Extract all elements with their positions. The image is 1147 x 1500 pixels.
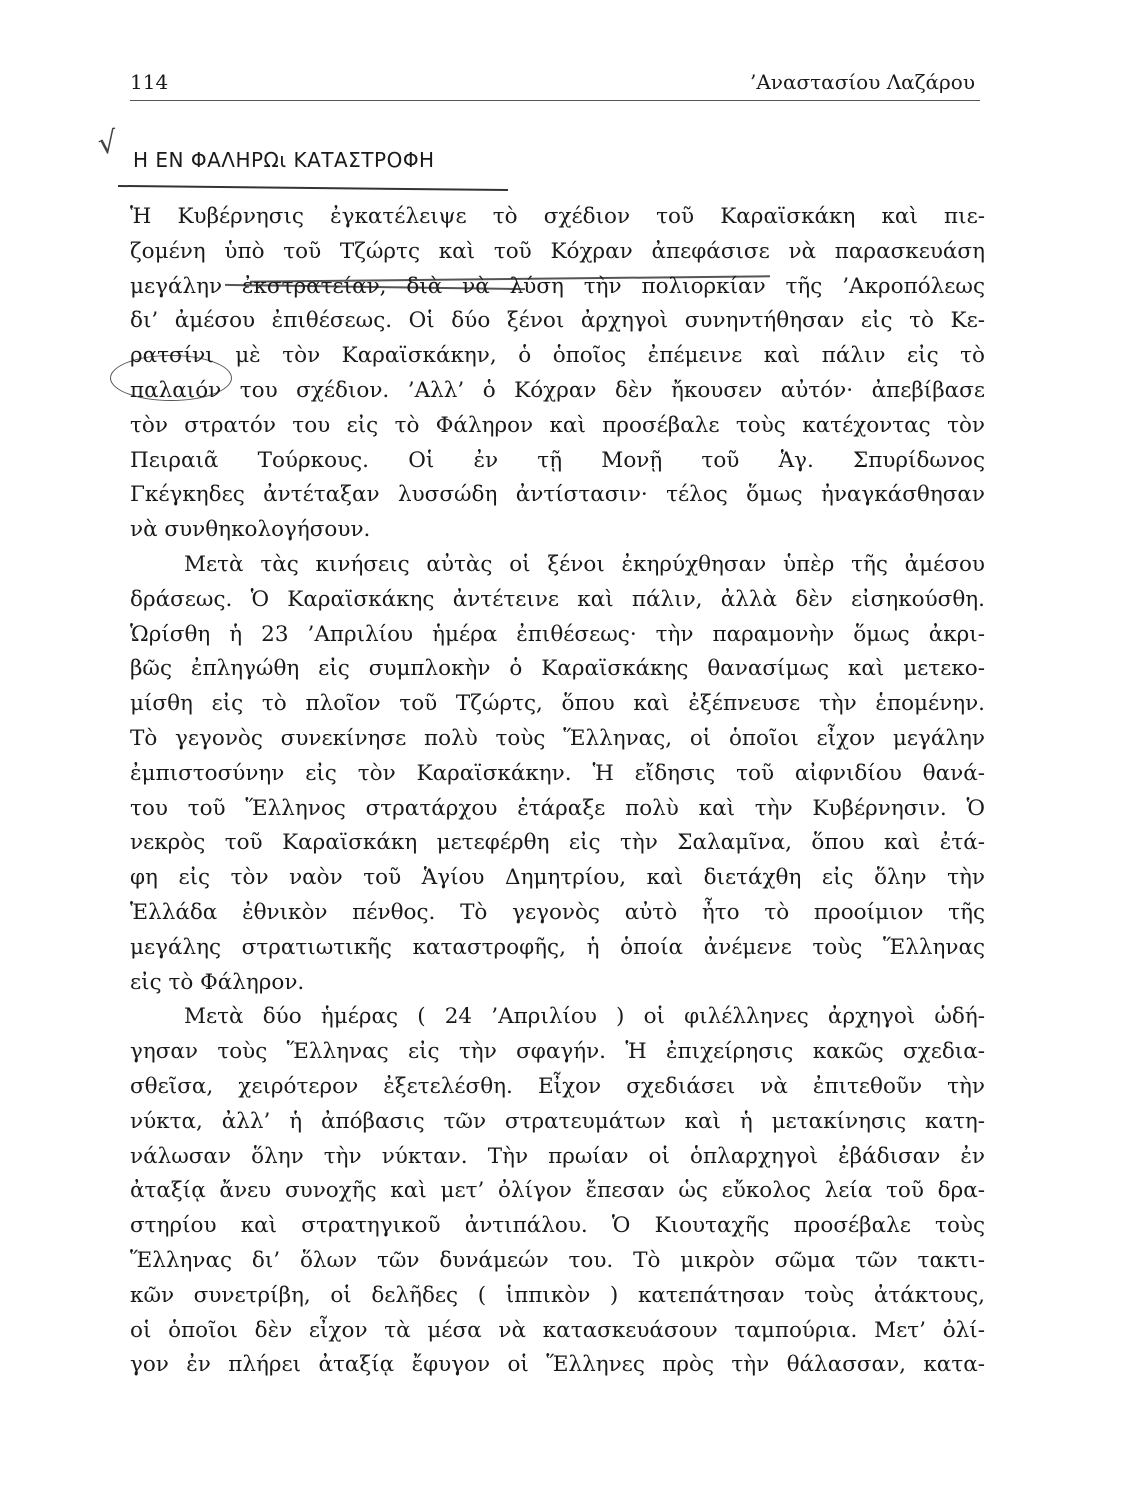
text-line: φη εἰς τὸν ναὸν τοῦ Ἁγίου Δημητρίου, καὶ διετάχθη εἰς ὅλην τὴν <box>130 865 985 891</box>
paragraph <box>130 1000 985 1383</box>
text-line: Γκέγκηδες ἀντέταξαν λυσσώδη ἀντίστασιν· τέλος ὅμως ἠναγκάσθησαν <box>130 482 985 508</box>
text-line: ἀταξίᾳ ἄνευ συνοχῆς καὶ μετ’ ὀλίγον ἔπεσαν ὡς εὔκολος λεία τοῦ δρα- <box>130 1178 985 1204</box>
text-line: μεγάλην ἐκστρατείαν, διὰ νὰ λύση τὴν πολιορκίαν τῆς ’Ακροπόλεως <box>130 273 985 299</box>
text-line: του τοῦ Ἕλληνος στρατάρχου ἐτάραξε πολὺ καὶ τὴν Κυβέρνησιν. Ὁ <box>130 795 985 821</box>
text-line: Ἑλλάδα ἐθνικὸν πένθος. Τὸ γεγονὸς αὐτὸ ἦτο τὸ προοίμιον τῆς <box>130 899 985 925</box>
text-line: Μετὰ τὰς κινήσεις αὐτὰς οἱ ξένοι ἐκηρύχθησαν ὑπὲρ τῆς ἀμέσου <box>184 551 985 577</box>
text-line: Ἡ Κυβέρνησις ἐγκατέλειψε τὸ σχέδιον τοῦ Καραϊσκάκη καὶ πιε- <box>130 204 985 229</box>
page-header <box>130 70 975 100</box>
pencil-check-mark: √ <box>95 124 120 163</box>
pencil-underline <box>118 185 508 191</box>
text-line: στηρίου καὶ στρατηγικοῦ ἀντιπάλου. Ὁ Κιουταχῆς προσέβαλε τοὺς <box>130 1213 985 1239</box>
text-line: νύκτα, ἀλλ’ ἡ ἀπόβασις τῶν στρατευμάτων καὶ ἡ μετακίνησις κατη- <box>130 1108 985 1134</box>
page-number: 114 <box>130 70 169 94</box>
text-line: κῶν συνετρίβη, οἱ δελῆδες ( ἱππικὸν ) κατεπάτησαν τοὺς ἀτάκτους, <box>130 1282 985 1308</box>
text-line: ρατσίνι μὲ τὸν Καραϊσκάκην, ὁ ὁποῖος ἐπέμεινε καὶ πάλιν εἰς τὸ <box>130 343 985 369</box>
text-line: Μετὰ δύο ἡμέρας ( 24 ’Απριλίου ) οἱ φιλέλληνες ἀρχηγοὶ ὡδή- <box>184 1004 985 1030</box>
section-title: Η ΕΝ ΦΑΛΗΡΩι ΚΑΤΑΣΤΡΟΦΗ <box>133 148 435 172</box>
text-line: γησαν τοὺς Ἕλληνας εἰς τὴν σφαγήν. Ἡ ἐπιχείρησις κακῶς σχεδια- <box>130 1039 985 1065</box>
text-line: Πειραιᾶ Τούρκους. Οἱ ἐν τῇ Μονῇ τοῦ Ἁγ. Σπυρίδωνος <box>130 447 985 473</box>
text-line: οἱ ὁποῖοι δὲν εἶχον τὰ μέσα νὰ κατασκευάσουν ταμπούρια. Μετ’ ὀλί- <box>130 1317 985 1343</box>
body-text <box>130 200 985 1383</box>
running-head: ’Αναστασίου Λαζάρου <box>750 70 975 94</box>
header-rule <box>130 100 980 101</box>
text-line: Ὡρίσθη ἡ 23 ’Απριλίου ἡμέρα ἐπιθέσεως· τὴν παραμονὴν ὅμως ἀκρι- <box>130 621 985 647</box>
text-line: παλαιόν του σχέδιον. ’Αλλ’ ὁ Κόχραν δὲν ἤκουσεν αὐτόν· ἀπεβίβασε <box>130 377 985 403</box>
text-line: γον ἐν πλήρει ἀταξίᾳ ἔφυγον οἱ Ἕλληνες πρὸς τὴν θάλασσαν, κατα- <box>130 1352 985 1378</box>
text-line: δι’ ἀμέσου ἐπιθέσεως. Οἱ δύο ξένοι ἀρχηγοὶ συνηντήθησαν εἰς τὸ Κε- <box>130 308 985 334</box>
text-line: Ἕλληνας δι’ ὅλων τῶν δυνάμεών του. Τὸ μικρὸν σῶμα τῶν τακτι- <box>130 1247 985 1273</box>
text-line: τὸν στρατόν του εἰς τὸ Φάληρον καὶ προσέβαλε τοὺς κατέχοντας τὸν <box>130 412 985 438</box>
text-line: νεκρὸς τοῦ Καραϊσκάκη μετεφέρθη εἰς τὴν Σαλαμῖνα, ὅπου καὶ ἐτά- <box>130 830 985 856</box>
text-line: εἰς τὸ Φάληρον. <box>130 969 305 995</box>
text-line: μεγάλης στρατιωτικῆς καταστροφῆς, ἡ ὁποία ἀνέμενε τοὺς Ἕλληνας <box>130 934 985 960</box>
text-line: νὰ συνθηκολογήσουν. <box>130 517 371 543</box>
text-line: Τὸ γεγονὸς συνεκίνησε πολὺ τοὺς Ἕλληνας, οἱ ὁποῖοι εἶχον μεγάλην <box>130 725 985 751</box>
text-line: ζομένη ὑπὸ τοῦ Τζώρτς καὶ τοῦ Κόχραν ἀπεφάσισε νὰ παρασκευάση <box>130 238 985 264</box>
text-line: βῶς ἐπληγώθη εἰς συμπλοκὴν ὁ Καραϊσκάκης θανασίμως καὶ μετεκο- <box>130 656 985 682</box>
text-line: σθεῖσα, χειρότερον ἐξετελέσθη. Εἶχον σχεδιάσει νὰ ἐπιτεθοῦν τὴν <box>130 1073 985 1099</box>
text-line: δράσεως. Ὁ Καραϊσκάκης ἀντέτεινε καὶ πάλιν, ἀλλὰ δὲν εἰσηκούσθη. <box>130 586 985 612</box>
text-line: νάλωσαν ὅλην τὴν νύκταν. Τὴν πρωίαν οἱ ὁπλαρχηγοὶ ἐβάδισαν ἐν <box>130 1143 985 1169</box>
paragraph <box>130 200 985 548</box>
text-line: μίσθη εἰς τὸ πλοῖον τοῦ Τζώρτς, ὅπου καὶ ἐξέπνευσε τὴν ἑπομένην. <box>130 691 985 717</box>
paragraph <box>130 548 985 1000</box>
text-line: ἐμπιστοσύνην εἰς τὸν Καραϊσκάκην. Ἡ εἴδησις τοῦ αἰφνιδίου θανά- <box>130 760 985 786</box>
